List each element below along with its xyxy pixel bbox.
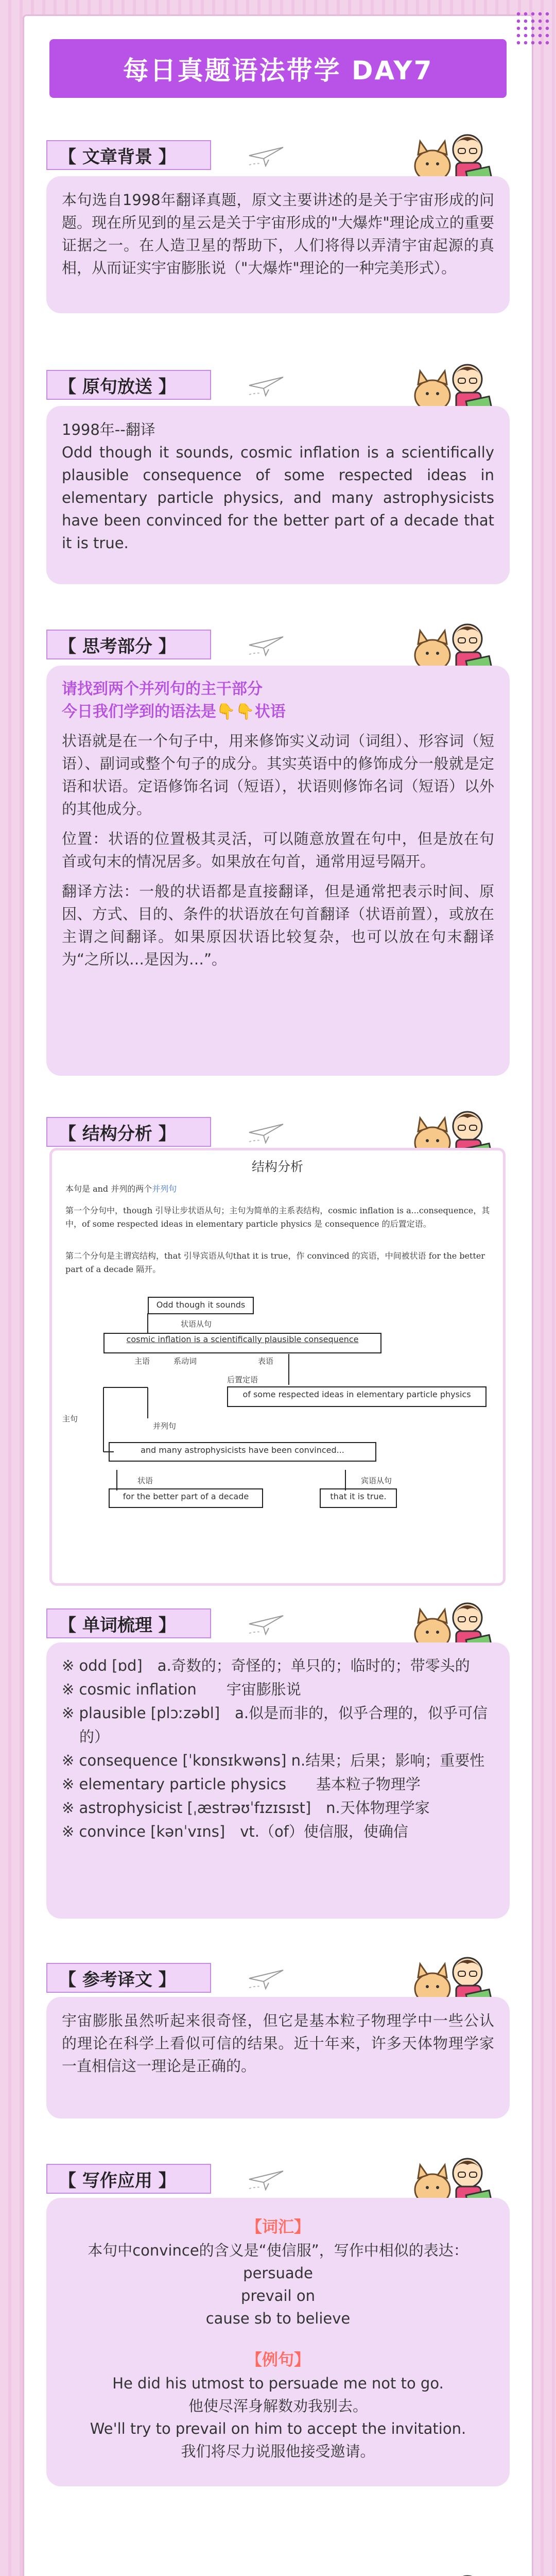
diagram-clause-2: 第二个分句是主谓宾结构，that 引导宾语从句that it is true，作 convinced 的宾语，中间被状语 for the better part of a decade 隔开。 — [65, 1251, 485, 1274]
diagram-title: 结构分析 — [251, 1159, 303, 1174]
concessive-clause-box: Odd though it sounds — [148, 1297, 254, 1314]
title-banner — [49, 39, 507, 98]
section-heading: 【 单词梳理 】 — [46, 1608, 211, 1638]
vocab-item-astrophysicist: ※ astrophysicist [ˌæstrəʊˈfɪzɪsɪst] n.天体物理学家 — [62, 1799, 430, 1817]
subject-label: 主语 — [134, 1357, 150, 1366]
example-1-en: He did his utmost to persuade me not to go. — [112, 2375, 444, 2392]
synonym-prevail-on: prevail on — [241, 2287, 315, 2304]
background-text: 本句选自1998年翻译真题，原文主要讲述的是关于宇宙形成的问题。现在所见到的星云是关于宇宙形成的"大爆炸"理论成立的重要证据之一。在人造卫星的帮助下，人们将得以弄清宇宙起源的真相，从而证实宇宙膨胀说（"大爆炸"理论的一种完美形式）。 — [62, 191, 494, 277]
example-2-cn: 我们将尽力说服他接受邀请。 — [181, 2443, 375, 2460]
coordinate-label: 并列句 — [153, 1421, 177, 1431]
section-heading: 【 文章背景 】 — [46, 140, 211, 170]
object-clause-box: that it is true. — [320, 1488, 397, 1508]
cat-and-kid-illustration — [407, 2567, 494, 2576]
paper-plane-icon — [248, 1968, 284, 1990]
section-heading: 【 结构分析 】 — [46, 1117, 211, 1147]
vocab-subtitle: 【词汇】 — [246, 2218, 310, 2236]
vocab-item-cosmic-inflation: ※ cosmic inflation 宇宙膨胀说 — [62, 1681, 301, 1698]
vocab-item-consequence: ※ consequence [ˈkɒnsɪkwəns] n.结果；后果；影响；重要性 — [62, 1752, 485, 1769]
section-heading: 【 参考译文 】 — [46, 1963, 211, 1993]
main-clause-label: 主句 — [62, 1414, 78, 1423]
vocab-item-convince: ※ convince [kənˈvɪns] vt.（of）使信服，使确信 — [62, 1823, 408, 1840]
section-panel — [46, 2198, 510, 2486]
structure-diagram — [49, 1148, 506, 1586]
diagram-connectors — [52, 1150, 503, 1583]
postmodifier-box: of some respected ideas in elementary particle physics — [227, 1386, 486, 1407]
section-heading: 【 思考部分 】 — [46, 630, 211, 659]
diagram-clause-1: 第一个分句中，though 引导让步状语从句；主句为简单的主系表结构，cosmic inflation is a...consequence，其中，of some respected ideas in elementary particle physics 是 consequence 的后置定语。 — [65, 1206, 490, 1229]
page-title: 每日真题语法带学 DAY7 — [123, 56, 433, 86]
question-2: 今日我们学到的语法是👇👇状语 — [62, 703, 286, 721]
object-clause-label: 宾语从句 — [361, 1476, 392, 1485]
synonym-persuade: persuade — [243, 2264, 313, 2282]
postmodifier-label: 后置定语 — [227, 1375, 258, 1384]
diagram-intro: 本句是 and 并列的两个并列句 — [65, 1184, 177, 1194]
main-clause-box: cosmic inflation is a scientifically plausible consequence — [103, 1333, 381, 1353]
section-panel — [46, 406, 510, 584]
adverbial-label: 状语 — [137, 1476, 153, 1485]
convince-intro: 本句中convince的含义是“使信服”，写作中相似的表达： — [88, 2242, 468, 2259]
paper-plane-icon — [248, 1614, 284, 1635]
paper-plane-icon — [248, 635, 284, 656]
example-1-cn: 他使尽浑身解数劝我别去。 — [188, 2397, 368, 2415]
section-panel — [46, 666, 510, 1076]
coordinate-clause-box: and many astrophysicists have been convinced... — [109, 1442, 376, 1462]
question-1: 请找到两个并列句的主干部分 — [62, 680, 263, 698]
section-panel — [46, 176, 510, 313]
example-2-en: We'll try to prevail on him to accept the invitation. — [90, 2420, 466, 2437]
section-panel — [46, 1997, 510, 2119]
adverbial-clause-label: 状语从句 — [181, 1319, 212, 1329]
section-heading: 【 写作应用 】 — [46, 2164, 211, 2194]
dot-decoration — [515, 10, 551, 46]
adverbial-box: for the better part of a decade — [109, 1488, 263, 1508]
synonym-cause-to-believe: cause sb to believe — [205, 2310, 351, 2327]
translation-text: 宇宙膨胀虽然听起来很奇怪，但它是基本粒子物理学中一些公认的理论在科学上看似可信的结果。近十年来，许多天体物理学家一直相信这一理论是正确的。 — [62, 2012, 494, 2075]
paper-plane-icon — [248, 2169, 284, 2191]
section-heading: 【 原句放送 】 — [46, 370, 211, 400]
adverbial-translation: 翻译方法：一般的状语都是直接翻译，但是通常把表示时间、原因、方式、目的、条件的状语放在句首翻译（状语前置），或放在主谓之间翻译。如果原因状语比较复杂，也可以放在句末翻译为“之所以…是因为…”。 — [62, 883, 494, 968]
vocab-item-plausible: ※ plausible [plɔːzəbl] a.似是而非的，似乎合理的，似乎可信的） — [62, 1704, 488, 1745]
paper-plane-icon — [248, 375, 284, 397]
adverbial-definition: 状语就是在一个句子中，用来修饰实义动词（词组）、形容词（短语）、副词或整个句子的成分。其实英语中的修饰成分一般就是定语和状语。定语修饰名词（短语），状语则修饰名词（短语）以外的其他成分。 — [62, 732, 494, 818]
linking-verb-label: 系动词 — [173, 1357, 197, 1366]
predicative-label: 表语 — [258, 1357, 274, 1366]
source-label: 1998年--翻译 — [62, 421, 155, 438]
original-sentence: Odd though it sounds, cosmic inflation is a scientifically plausible consequence of some respected ideas in elementary particle physics, and many astrophysicists have been convinced for the better part of a decade that it is true. — [62, 444, 494, 552]
paper-plane-icon — [248, 1122, 284, 1144]
example-subtitle: 【例句】 — [246, 2351, 310, 2369]
adverbial-position: 位置：状语的位置极其灵活，可以随意放置在句中，但是放在句首或句末的情况居多。如果放在句首，通常用逗号隔开。 — [62, 830, 494, 870]
vocab-item-odd: ※ odd [ɒd] a.奇数的；奇怪的；单只的；临时的；带零头的 — [62, 1657, 470, 1674]
section-panel — [46, 1642, 510, 1919]
vocab-item-particle-physics: ※ elementary particle physics 基本粒子物理学 — [62, 1775, 421, 1793]
paper-plane-icon — [248, 145, 284, 167]
